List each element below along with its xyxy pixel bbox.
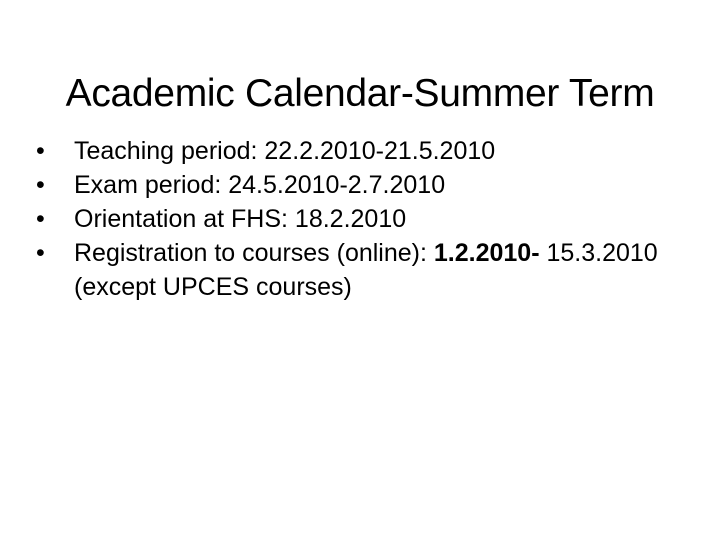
registration-start-date: 1.2.2010- [433, 239, 540, 267]
slide-title: Academic Calendar-Summer Term [65, 72, 655, 116]
bullet-item-teaching-period [36, 134, 696, 168]
bullet-text: Exam period: 24.5.2010-2.7.2010 [74, 171, 446, 199]
bullet-icon: • [36, 239, 45, 267]
bullet-icon: • [36, 137, 45, 165]
bullet-text-lead: Registration to courses (online): [74, 239, 434, 267]
bullet-item-orientation [36, 202, 696, 236]
bullet-text: Teaching period: 22.2.2010-21.5.2010 [74, 137, 496, 165]
bullet-icon: • [36, 171, 45, 199]
bullet-text: Orientation at FHS: 18.2.2010 [74, 205, 407, 233]
bullet-icon: • [36, 205, 45, 233]
bullet-item-registration [36, 236, 696, 304]
bullet-text-tail: 15.3.2010 (except UPCES courses) [74, 239, 658, 301]
bullet-item-exam-period [36, 168, 696, 202]
bullet-list [36, 134, 696, 304]
